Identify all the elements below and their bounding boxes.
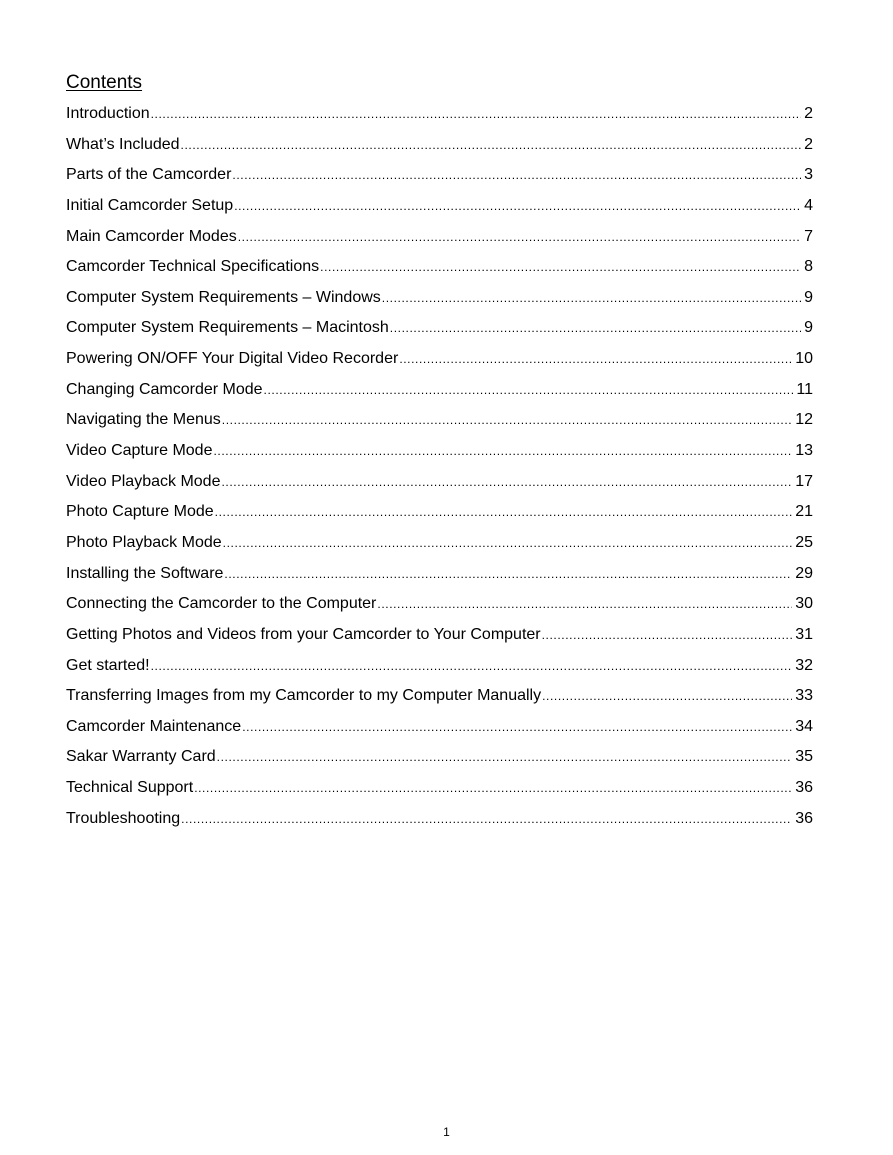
toc-dot-leader xyxy=(217,745,793,769)
toc-entry[interactable] xyxy=(66,470,813,501)
toc-entry-page: 2 xyxy=(804,105,813,122)
toc-entry-title: Video Playback Mode xyxy=(66,472,221,490)
toc-entry-title: Initial Camcorder Setup xyxy=(66,196,234,214)
toc-dot-leader xyxy=(151,102,801,126)
toc-entry[interactable] xyxy=(66,133,813,164)
toc-entry-page: 25 xyxy=(795,533,813,551)
toc-entry-title: Camcorder Technical Specifications xyxy=(66,258,320,276)
toc-entry[interactable] xyxy=(66,745,813,776)
toc-entry-title: Introduction xyxy=(66,105,150,122)
toc-entry[interactable] xyxy=(66,807,813,838)
toc-entry[interactable] xyxy=(66,531,813,562)
toc-entry-page: 21 xyxy=(795,503,813,521)
toc-entry-title: Connecting the Camcorder to the Computer xyxy=(66,595,377,613)
toc-dot-leader xyxy=(151,654,793,678)
table-of-contents xyxy=(66,102,813,837)
toc-entry-page: 9 xyxy=(804,319,813,337)
toc-dot-leader xyxy=(181,807,792,831)
toc-entry-page: 17 xyxy=(795,472,813,490)
toc-dot-leader xyxy=(382,286,801,310)
toc-entry-title: Transferring Images from my Camcorder to my Computer Manually xyxy=(66,687,542,705)
toc-entry[interactable] xyxy=(66,684,813,715)
toc-dot-leader xyxy=(224,562,792,586)
toc-dot-leader xyxy=(234,194,801,218)
toc-entry[interactable] xyxy=(66,592,813,623)
toc-entry-page: 33 xyxy=(795,687,813,705)
toc-entry-page: 31 xyxy=(795,625,813,643)
toc-dot-leader xyxy=(320,255,801,279)
toc-entry[interactable] xyxy=(66,439,813,470)
toc-entry[interactable] xyxy=(66,194,813,225)
toc-dot-leader xyxy=(399,347,792,371)
toc-entry-page: 12 xyxy=(795,411,813,429)
toc-entry-title: Getting Photos and Videos from your Camcorder to Your Computer xyxy=(66,625,541,643)
toc-entry-title: Video Capture Mode xyxy=(66,442,213,460)
toc-entry-title: What’s Included xyxy=(66,135,180,153)
toc-entry[interactable] xyxy=(66,500,813,531)
toc-dot-leader xyxy=(194,776,792,800)
toc-entry[interactable] xyxy=(66,654,813,685)
toc-dot-leader xyxy=(264,378,794,402)
toc-entry-page: 11 xyxy=(796,380,813,398)
toc-dot-leader xyxy=(213,439,792,463)
toc-entry[interactable] xyxy=(66,316,813,347)
toc-entry-title: Sakar Warranty Card xyxy=(66,748,216,766)
toc-dot-leader xyxy=(232,163,801,187)
toc-entry-title: Camcorder Maintenance xyxy=(66,717,242,735)
toc-entry-page: 30 xyxy=(795,595,813,613)
toc-entry-title: Powering ON/OFF Your Digital Video Recorder xyxy=(66,350,399,368)
toc-entry-page: 36 xyxy=(795,809,813,827)
toc-entry-title: Changing Camcorder Mode xyxy=(66,380,263,398)
toc-entry-page: 8 xyxy=(804,258,813,276)
toc-dot-leader xyxy=(542,623,793,647)
toc-dot-leader xyxy=(221,470,792,494)
toc-entry-title: Technical Support xyxy=(66,779,194,797)
toc-entry-title: Troubleshooting xyxy=(66,809,181,827)
toc-entry-title: Main Camcorder Modes xyxy=(66,227,237,245)
toc-dot-leader xyxy=(242,715,792,739)
toc-entry-title: Parts of the Camcorder xyxy=(66,166,232,184)
toc-dot-leader xyxy=(222,408,792,432)
toc-entry-title: Installing the Software xyxy=(66,564,224,582)
toc-entry[interactable] xyxy=(66,347,813,378)
toc-dot-leader xyxy=(238,225,801,249)
toc-entry-page: 4 xyxy=(804,196,813,214)
toc-dot-leader xyxy=(181,133,802,157)
toc-entry[interactable] xyxy=(66,715,813,746)
toc-entry-title: Photo Playback Mode xyxy=(66,533,222,551)
toc-entry[interactable] xyxy=(66,255,813,286)
toc-entry[interactable] xyxy=(66,623,813,654)
contents-heading: Contents xyxy=(66,72,143,93)
toc-entry[interactable] xyxy=(66,776,813,807)
toc-entry-title: Computer System Requirements – Macintosh xyxy=(66,319,389,337)
toc-entry-page: 34 xyxy=(795,717,813,735)
toc-entry-page: 36 xyxy=(795,779,813,797)
toc-entry-title: Photo Capture Mode xyxy=(66,503,214,521)
toc-entry-page: 3 xyxy=(804,166,813,184)
toc-dot-leader xyxy=(390,316,801,340)
toc-dot-leader xyxy=(215,500,793,524)
toc-entry-page: 32 xyxy=(795,656,813,674)
toc-entry-page: 2 xyxy=(804,135,813,153)
toc-entry-title: Get started! xyxy=(66,656,150,674)
toc-entry-page: 13 xyxy=(795,442,813,460)
toc-entry-page: 29 xyxy=(795,564,813,582)
toc-entry[interactable] xyxy=(66,225,813,256)
toc-entry-title: Navigating the Menus xyxy=(66,411,221,429)
page-number: 1 xyxy=(443,1125,450,1139)
toc-entry[interactable] xyxy=(66,408,813,439)
toc-entry[interactable] xyxy=(66,378,813,409)
toc-dot-leader xyxy=(377,592,792,616)
toc-entry-page: 10 xyxy=(795,350,813,368)
toc-entry-page: 7 xyxy=(804,227,813,245)
toc-entry-title: Computer System Requirements – Windows xyxy=(66,288,381,306)
toc-entry[interactable] xyxy=(66,562,813,593)
toc-entry[interactable] xyxy=(66,163,813,194)
toc-entry-page: 35 xyxy=(795,748,813,766)
toc-entry[interactable] xyxy=(66,102,813,133)
toc-entry[interactable] xyxy=(66,286,813,317)
toc-dot-leader xyxy=(542,684,792,708)
toc-entry-page: 9 xyxy=(804,288,813,306)
toc-dot-leader xyxy=(223,531,793,555)
